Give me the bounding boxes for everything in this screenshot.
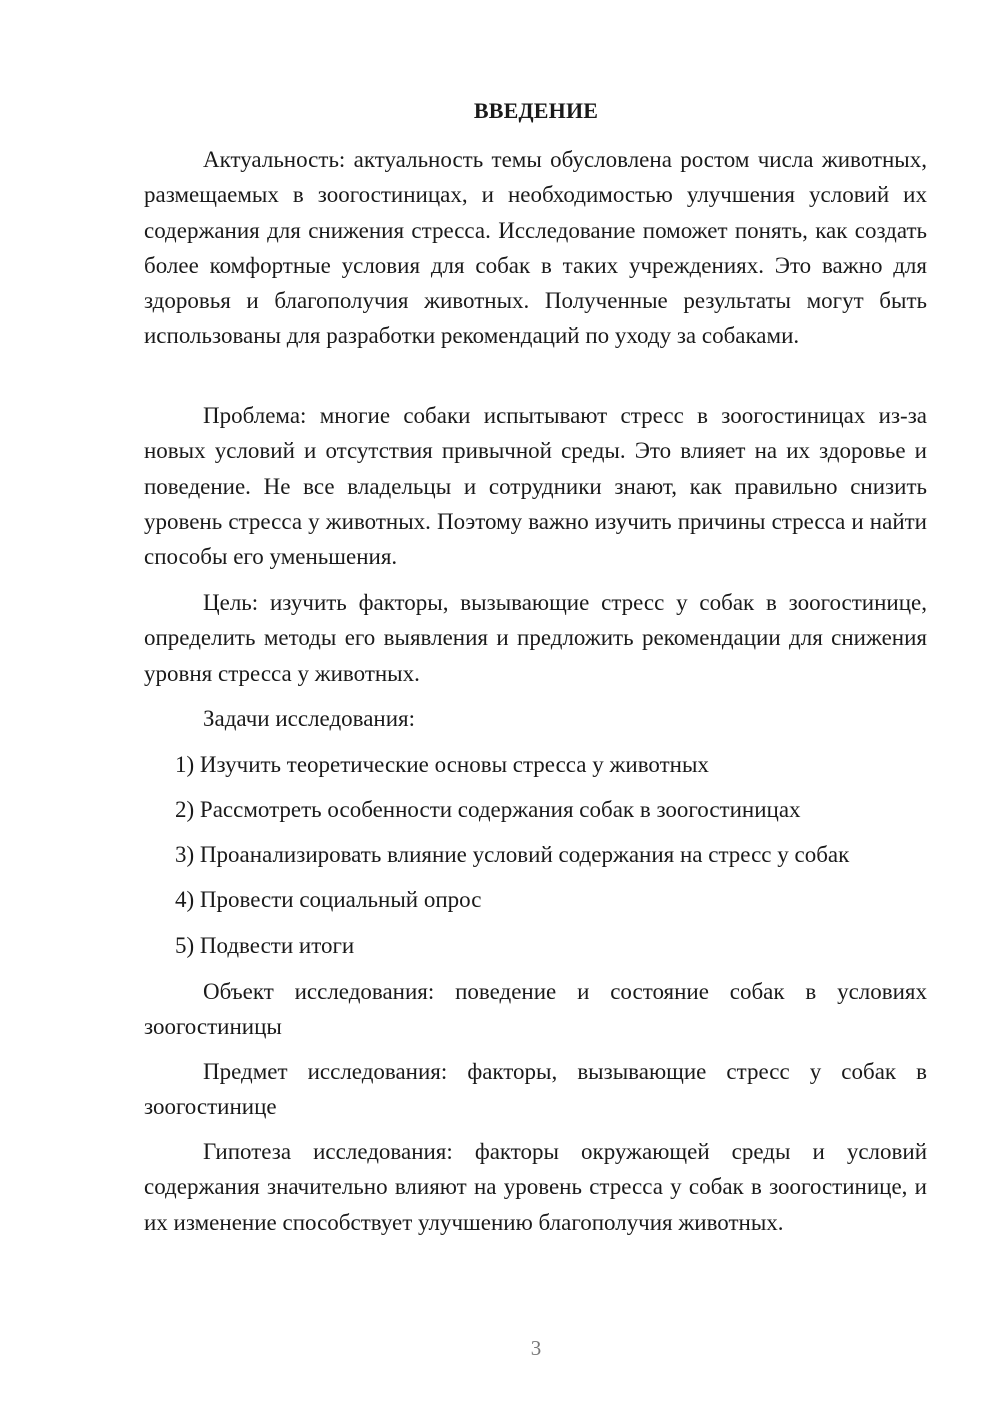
task-list (144, 928, 927, 963)
subject-block (144, 1054, 927, 1125)
task-list (144, 882, 927, 917)
task-list (144, 747, 927, 782)
problem-paragraph: Проблема: многие собаки испытывают стресс в зоогостиницах из-за новых условий и отсутствия привычной среды. Это влияет на их здоровье и поведение. Не все владельцы и сотрудники знают, как правильно снизить уровень стресса у животных. Поэтому важно изучить причины стресса и найти способы его уменьшения. (144, 403, 927, 570)
task-item: 4) Провести социальный опрос (175, 887, 482, 912)
tasks-heading: Задачи исследования: (203, 706, 416, 731)
goal-paragraph: Цель: изучить факторы, вызывающие стресс у собак в зоогостинице, определить методы его выявления и предложить рекомендации для снижения уровня стресса у животных. (144, 590, 927, 686)
task-item: 3) Проанализировать влияние условий содержания на стресс у собак (175, 842, 850, 867)
relevance-paragraph: Актуальность: актуальность темы обусловлена ростом числа животных, размещаемых в зоогостиницах, и необходимостью улучшения условий их содержания для снижения стресса. Исследование поможет понять, как создать более комфортные условия для собак в таких учреждениях. Это важно для здоровья и благополучия животных. Полученные результаты могут быть использованы для разработки рекомендаций по уходу за собаками. (144, 147, 927, 349)
tasks-heading-block (144, 701, 927, 736)
task-item: 5) Подвести итоги (175, 933, 355, 958)
task-item: 1) Изучить теоретические основы стресса у животных (175, 752, 709, 777)
subject-paragraph: Предмет исследования: факторы, вызывающие стресс у собак в зоогостинице (144, 1059, 927, 1120)
object-block (144, 974, 927, 1045)
goal-block (144, 585, 927, 691)
task-item: 2) Рассмотреть особенности содержания собак в зоогостиницах (175, 797, 801, 822)
hypothesis-block (144, 1134, 927, 1240)
page-title: ВВЕДЕНИЕ (473, 98, 599, 123)
hypothesis-paragraph: Гипотеза исследования: факторы окружающей среды и условий содержания значительно влияют на уровень стресса у собак в зоогостинице, и их изменение способствует улучшению благополучия животных. (144, 1139, 927, 1235)
task-list (144, 837, 927, 872)
problem-block (144, 398, 927, 574)
page-number: 3 (530, 1336, 542, 1360)
body-text (144, 142, 927, 354)
object-paragraph: Объект исследования: поведение и состояние собак в условиях зоогостиницы (144, 979, 927, 1040)
task-list (144, 792, 927, 827)
